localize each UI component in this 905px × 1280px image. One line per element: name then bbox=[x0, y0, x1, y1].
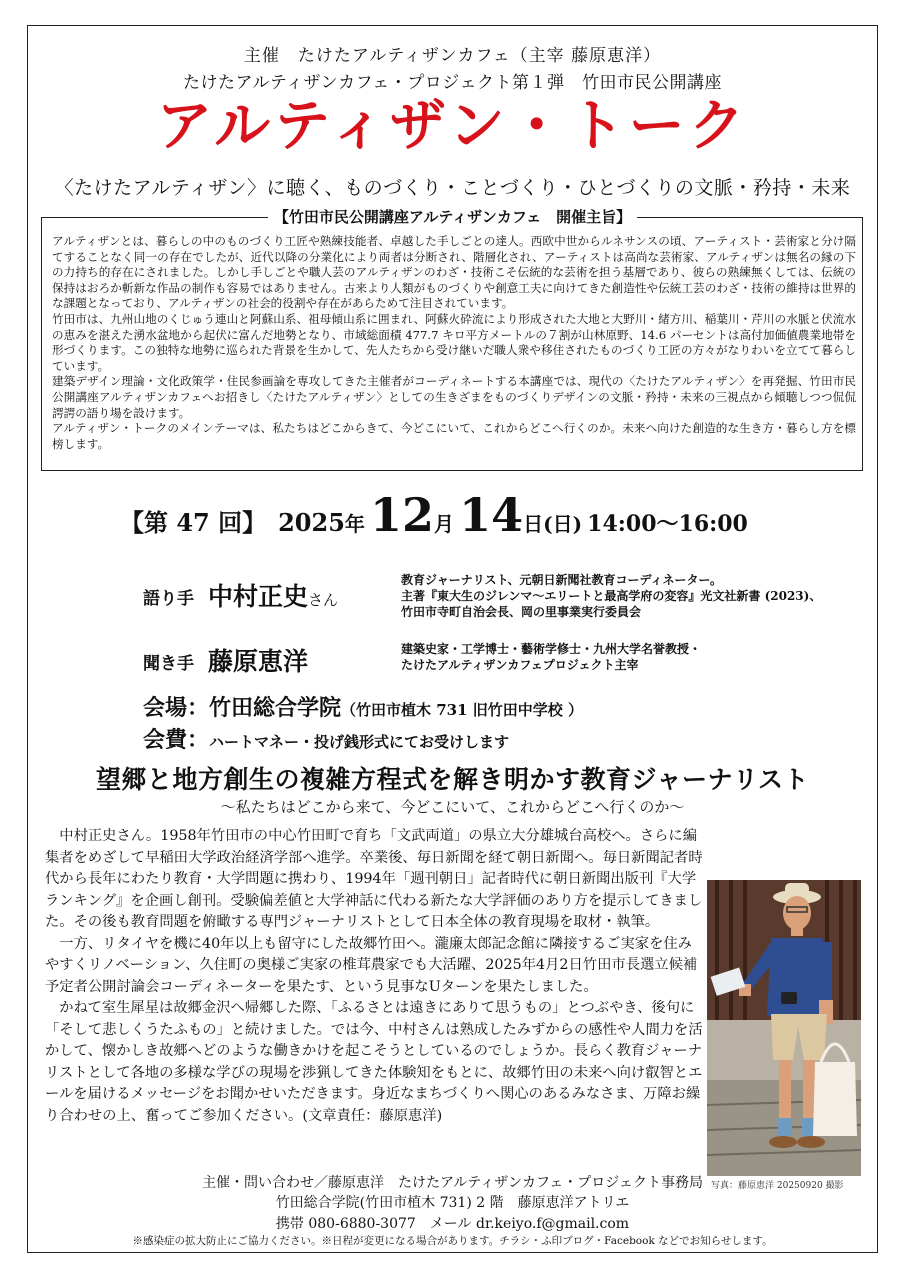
episode-number: 【第 47 回】 bbox=[120, 508, 267, 537]
series-line: たけたアルティザンカフェ・プロジェクト第１弾 竹田市民公開講座 bbox=[183, 73, 722, 93]
fee-line bbox=[143, 723, 509, 754]
photo-caption: 写真：藤原恵洋 20250920 撮影 bbox=[711, 1181, 844, 1191]
article-text: 中村正史さん。1958年竹田市の中心竹田町で育ち「文武両道」の県立大分雄城台高校へ。さらに編集者をめざして早稲田大学政治経済学部へ進学。卒業後、毎日新聞を経て朝日新聞へ。毎日新聞記者時代から長年にわたり教育・大学問題に携わり、1994年「週刊朝日」記者時代に朝日新聞出版刊『大学ランキング』を企画し創刊。受験偏差値と大学神話に代わる新たな大学評価のあり方を提示してきました。その後も教育問題を俯瞰する専門ジャーナリストとして日本全体の教育現場を取材・執筆。 bbox=[45, 828, 703, 930]
footer-contact: 主催・問い合わせ／藤原恵洋 たけたアルティザンカフェ・プロジェクト事務局 bbox=[201, 1175, 704, 1191]
listener-name: 藤原恵洋 bbox=[208, 647, 309, 676]
month-unit: 月 bbox=[434, 512, 455, 536]
year-unit: 年 bbox=[344, 512, 365, 536]
organizer-line: 主催 たけたアルティザンカフェ（主宰 藤原恵洋） bbox=[243, 46, 662, 66]
purpose-heading: 【竹田市民公開講座アルティザンカフェ 開催主旨】 bbox=[268, 208, 637, 226]
page-subtitle: 〈たけたアルティザン〉に聴く、ものづくり・ことづくり・ひとづくりの文脈・矜持・未来 bbox=[54, 177, 851, 199]
fee-note: ハートマネー・投げ銭形式にてお受けします bbox=[209, 733, 510, 751]
purpose-body bbox=[52, 234, 856, 452]
profile-line: 竹田市寺町自治会長、岡の里事業実行委員会 bbox=[401, 605, 642, 619]
purpose-paragraph: 建築デザイン理論・文化政策学・住民参画論を専攻してきた主催者がコーディネートする本講座では、現代の〈たけたアルティザン〉を再発掘、竹田市民公開講座アルティザンカフェへお招きし〈たけたアルティザン〉としての生きざまをものづくりデザインの文脈・矜持・未来の三視点から傾聴しつつ侃侃諤諤の語り場を設けます。 bbox=[52, 374, 856, 420]
photo-wrap-spacer bbox=[703, 880, 865, 1180]
profile-line: 主著『東大生のジレンマ〜エリートと最高学府の変容』光文社新書 (2023)、 bbox=[401, 589, 822, 603]
purpose-paragraph: アルティザンとは、暮らしの中のものづくり工匠や熟練技能者、卓越した手しごとの達人。西欧中世からルネサンスの頃、アーティスト・芸術家と分け隔てすることなく同一の存在でしたが、近代以降の分業化により両者は分断され、階層化され、アーティストは高尚な芸術家、アルティザンは無名の縁の下の力持ち的存在にされました。しかし手しごとや職人芸のアルティザンのわざ・技術こそ伝統的な芸術を担う基層であり、彼らの熟練無くしては、伝統の保持はおろか斬新な作品の制作も容易ではありません。古来より人類がものづくりや創意工夫に向けてきた創造性や伝統工芸のわざ・技術の維持は世界的な課題となっており、アルティザンの社会的役割や存在があらためて注目されています。 bbox=[52, 234, 856, 311]
page-title: アルティザン・トーク bbox=[156, 93, 749, 159]
speaker-name-wrap bbox=[208, 577, 338, 613]
event-day: 14 bbox=[459, 488, 524, 542]
purpose-paragraph: 竹田市は、九州山地のくじゅう連山と阿蘇山系、祖母傾山系に囲まれ、阿蘇火砕流により形成された大地と大野川・緒方川、稲葉川・芹川の水脈と伏流水の恵みを湛えた湧水盆地から起伏に富んだ地勢となり、市域総面積 477.7 キロ平方メートルの７割が山林原野、14.6 パーセントは高付加価値農業地帯を形づくります。この独特な地勢に巡られた背景を生かして、先人たちから受け継いだ職人衆や移住されたものづくり工匠の方々がなりわいを立てて暮らしています。 bbox=[52, 311, 856, 373]
event-year: 2025 bbox=[278, 508, 345, 537]
fee-label: 会費： bbox=[143, 727, 210, 753]
event-weekday: 日(日) bbox=[523, 512, 583, 536]
footer-address: 竹田総合学院(竹田市植木 731) 2 階 藤原恵洋アトリエ bbox=[275, 1195, 630, 1211]
footer-phone-mail: 携帯 080-6880-3077 メール dr.keiyo.f@gmail.com bbox=[275, 1216, 630, 1232]
venue-address: （竹田市植木 731 旧竹田中学校 ） bbox=[341, 701, 583, 719]
article-text: 一方、リタイヤを機に40年以上も留守にした故郷竹田へ。瀧廉太郎記念館に隣接するご実家を住みやすくリノベーション、久住町の奥様ご実家の椎茸農家でも大活躍、2025年4月2日竹田市長選立候補予定者公開討論会コーディネーターを果たす、という見事なUターンを果たしました。 bbox=[45, 935, 698, 995]
listener-profile bbox=[401, 641, 701, 673]
article-body bbox=[45, 826, 865, 1180]
footer-notice: ※感染症の拡大防止にご協力ください。※日程が変更になる場合があります。チラシ・ふ印ブログ・Facebook などでお知らせします。 bbox=[132, 1235, 773, 1247]
purpose-paragraph: アルティザン・トークのメインテーマは、私たちはどこからきて、今どこにいて、これからどこへ行くのか。未来へ向けた創造的な生き方・暮らし方を標榜します。 bbox=[52, 421, 856, 451]
event-month: 12 bbox=[370, 488, 435, 542]
profile-line: たけたアルティザンカフェプロジェクト主宰 bbox=[401, 658, 639, 672]
profile-line: 教育ジャーナリスト、元朝日新聞社教育コーディネーター。 bbox=[401, 573, 723, 587]
purpose-heading-wrap bbox=[0, 206, 905, 227]
event-time: 14:00〜16:00 bbox=[587, 511, 748, 537]
speaker-name: 中村正史 bbox=[208, 582, 309, 611]
speaker-suffix: さん bbox=[308, 591, 339, 609]
venue-line bbox=[143, 691, 583, 722]
article-text: かねて室生犀星は故郷金沢へ帰郷した際、「ふるさとは遠きにありて思うもの」とつぶやき、後句に「そして悲しくうたふもの」と続けました。では今、中村さんは熟成したみずからの感性や人間力を活かして、懐かしき故郷へどのような働きかけを起こそうとしているのでしょうか。長らく教育ジャーナリストとして各地の多様な学びの現場を渉猟してきた体験知をもとに、故郷竹田の未来へ向け叡智とエールを届けるメッセージをお聞かせいただきます。身近なまちづくりへ関心のあるみなさま、万障お繰り合わせの上、奮ってご参加ください。(文章責任：藤原恵洋) bbox=[45, 1000, 703, 1124]
speaker-role: 語り手 bbox=[143, 589, 194, 609]
profile-line: 建築史家・工学博士・藝術学修士・九州大学名誉教授・ bbox=[401, 642, 702, 656]
article-subheadline: 〜私たちはどこから来て、今どこにいて、これからどこへ行くのか〜 bbox=[220, 798, 685, 816]
speaker-profile bbox=[401, 572, 821, 620]
listener-role: 聞き手 bbox=[143, 654, 194, 674]
venue-label: 会場：竹田総合学院 bbox=[143, 695, 342, 721]
event-dateline bbox=[120, 488, 800, 542]
article-headline: 望郷と地方創生の複雑方程式を解き明かす教育ジャーナリスト bbox=[95, 765, 809, 794]
